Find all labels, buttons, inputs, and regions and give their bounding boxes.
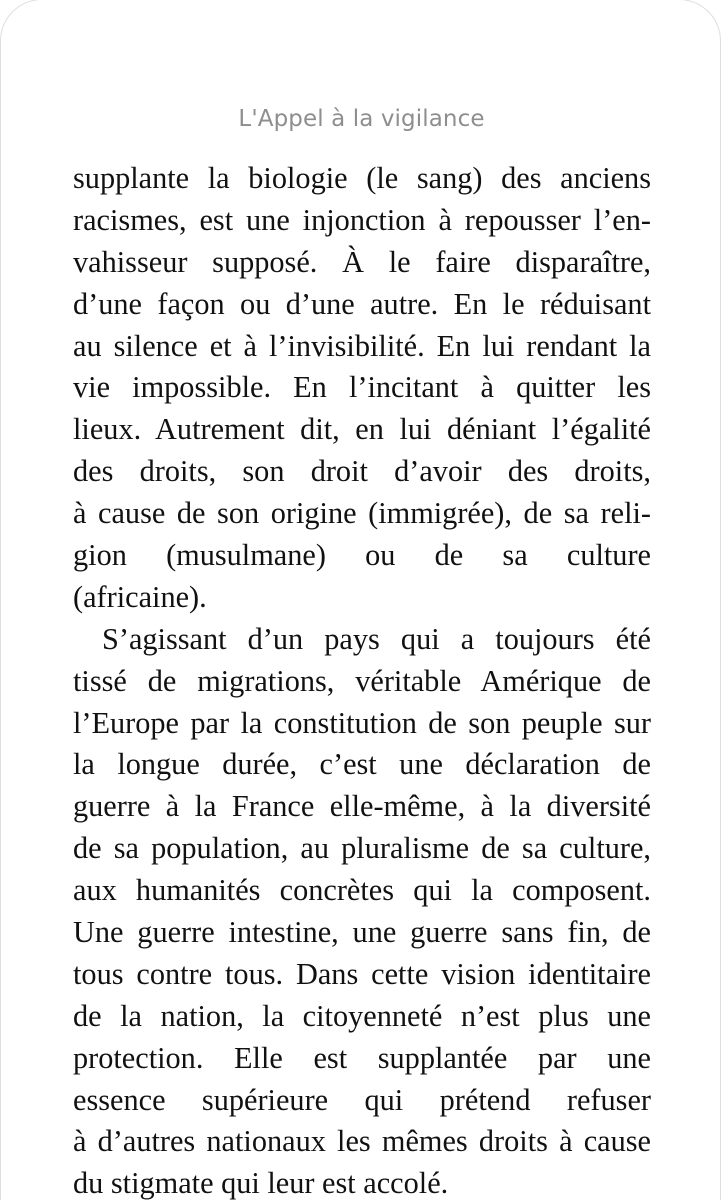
text-line: essence supérieure qui prétend refuser — [73, 1082, 651, 1117]
text-line: tous contre tous. Dans cette vision identitaire — [73, 956, 651, 991]
text-line: l’Europe par la constitution de son peuple sur — [73, 705, 651, 740]
text-line: tissé de migrations, véritable Amérique de — [73, 663, 651, 698]
text-line: protection. Elle est supplantée par une — [73, 1040, 651, 1075]
book-title[interactable]: L'Appel à la vigilance — [238, 106, 485, 132]
text-line: gion (musulmane) ou de sa culture — [73, 538, 651, 573]
text-line: à d’autres nationaux les mêmes droits à cause — [73, 1124, 651, 1159]
text-line: Une guerre intestine, une guerre sans fin, de — [73, 915, 651, 950]
text-line: vie impossible. En l’incitant à quitter les — [73, 370, 651, 405]
text-line: d’une façon ou d’une autre. En le réduisant — [73, 286, 651, 321]
text-line: de la nation, la citoyenneté n’est plus une — [73, 998, 651, 1033]
text-line: des droits, son droit d’avoir des droits, — [73, 454, 651, 489]
text-line: du stigmate qui leur est accolé. — [73, 1166, 449, 1200]
text-line: guerre à la France elle-même, à la diversité — [73, 789, 651, 824]
text-line: de sa population, au pluralisme de sa culture, — [73, 831, 651, 866]
text-line: la longue durée, c’est une déclaration de — [73, 747, 651, 782]
text-line: vahisseur supposé. À le faire disparaître, — [73, 244, 651, 279]
text-line: aux humanités concrètes qui la composent. — [73, 873, 651, 908]
text-line: racismes, est une injonction à repousser l’en- — [73, 202, 651, 237]
page-text[interactable] — [73, 158, 651, 1200]
text-line: lieux. Autrement dit, en lui déniant l’égalité — [73, 412, 651, 447]
text-line: supplante la biologie (le sang) des anciens — [73, 161, 651, 195]
text-line: à cause de son origine (immigrée), de sa reli- — [73, 496, 651, 531]
text-line: (africaine). — [73, 579, 207, 614]
text-line: S’agissant d’un pays qui a toujours été — [102, 621, 651, 656]
text-line: au silence et à l’invisibilité. En lui rendant la — [73, 328, 651, 363]
